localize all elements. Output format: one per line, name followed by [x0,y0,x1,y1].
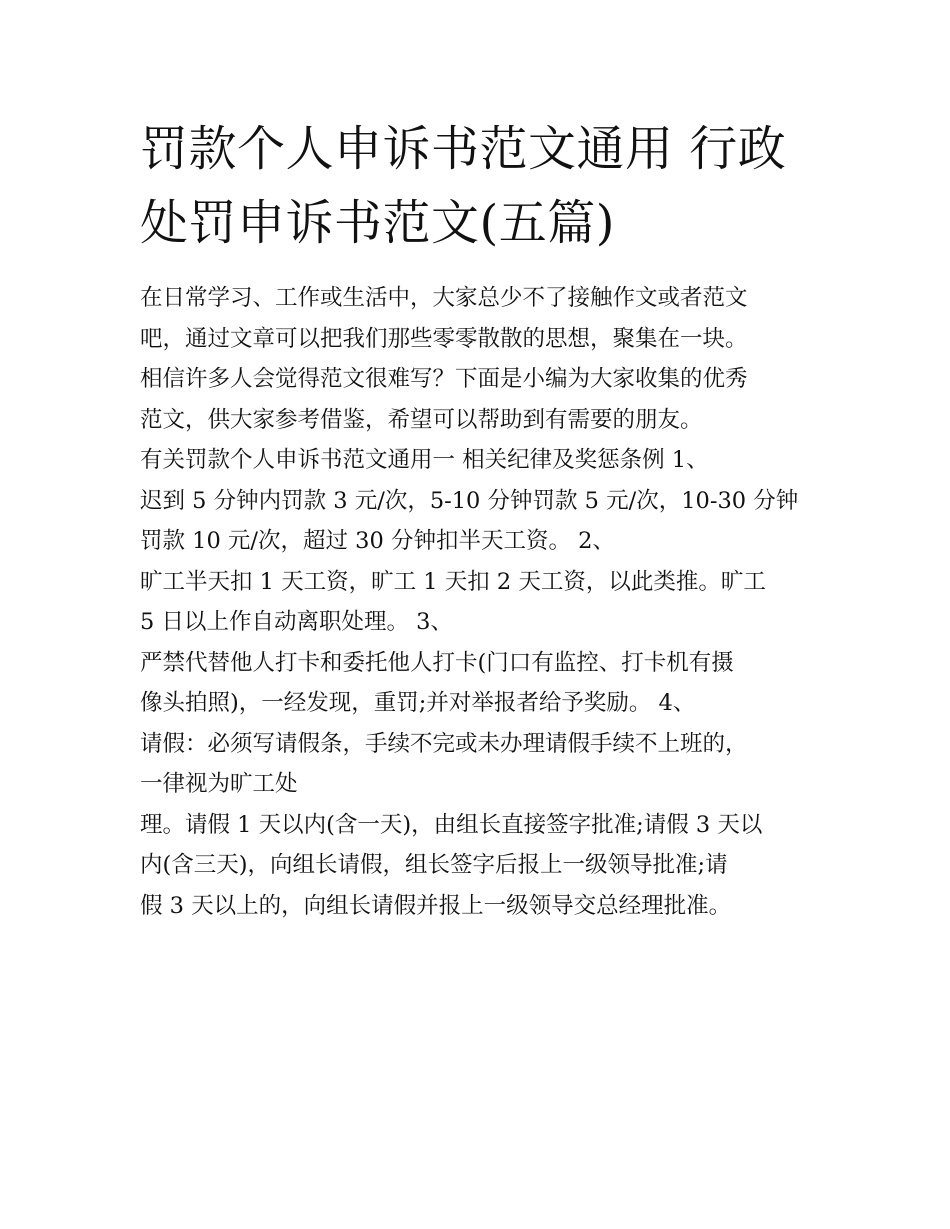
body-line-8: 请假：必须写请假条，手续不完或未办理请假手续不上班的， [140,730,748,757]
title-line-2: 处罚申诉书范文(五篇) [140,195,615,251]
intro-line-1: 在日常学习、工作或生活中，大家总少不了接触作文或者范文 [140,285,748,311]
document-title [140,112,820,260]
intro-line-2: 吧，通过文章可以把我们那些零零散散的思想，聚集在一块。 [140,325,748,352]
body-line-1: 有关罚款个人申诉书范文通用一 相关纪律及奖惩条例 1、 [140,447,709,473]
body-line-7: 像头拍照)，一经发现，重罚;并对举报者给予奖励。 4、 [140,690,696,716]
document-page [140,112,820,926]
body-line-9: 一律视为旷工处 [140,771,298,797]
intro-paragraph [140,278,820,440]
body-line-3: 罚款 10 元/次，超过 30 分钟扣半天工资。 2、 [140,528,615,554]
body-line-10: 理。请假 1 天以内(含一天)，由组长直接签字批准;请假 3 天以 [140,811,763,838]
body-line-11: 内(含三天)，向组长请假，组长签字后报上一级领导批准;请 [140,852,728,878]
rules-section [140,440,820,926]
intro-line-3: 相信许多人会觉得范文很难写？下面是小编为大家收集的优秀 [140,366,748,392]
body-line-12: 假 3 天以上的，向组长请假并报上一级领导交总经理批准。 [140,892,732,919]
body-line-2: 迟到 5 分钟内罚款 3 元/次，5-10 分钟罚款 5 元/次，10-30 分钟 [140,487,799,514]
title-line-1: 罚款个人申诉书范文通用 行政 [140,121,787,177]
body-line-6: 严禁代替他人打卡和委托他人打卡(门口有监控、打卡机有摄 [140,649,734,676]
intro-line-4: 范文，供大家参考借鉴，希望可以帮助到有需要的朋友。 [140,406,703,433]
body-line-5: 5 日以上作自动离职处理。 3、 [140,609,453,635]
body-line-4: 旷工半天扣 1 天工资，旷工 1 天扣 2 天工资，以此类推。旷工 [140,568,766,595]
